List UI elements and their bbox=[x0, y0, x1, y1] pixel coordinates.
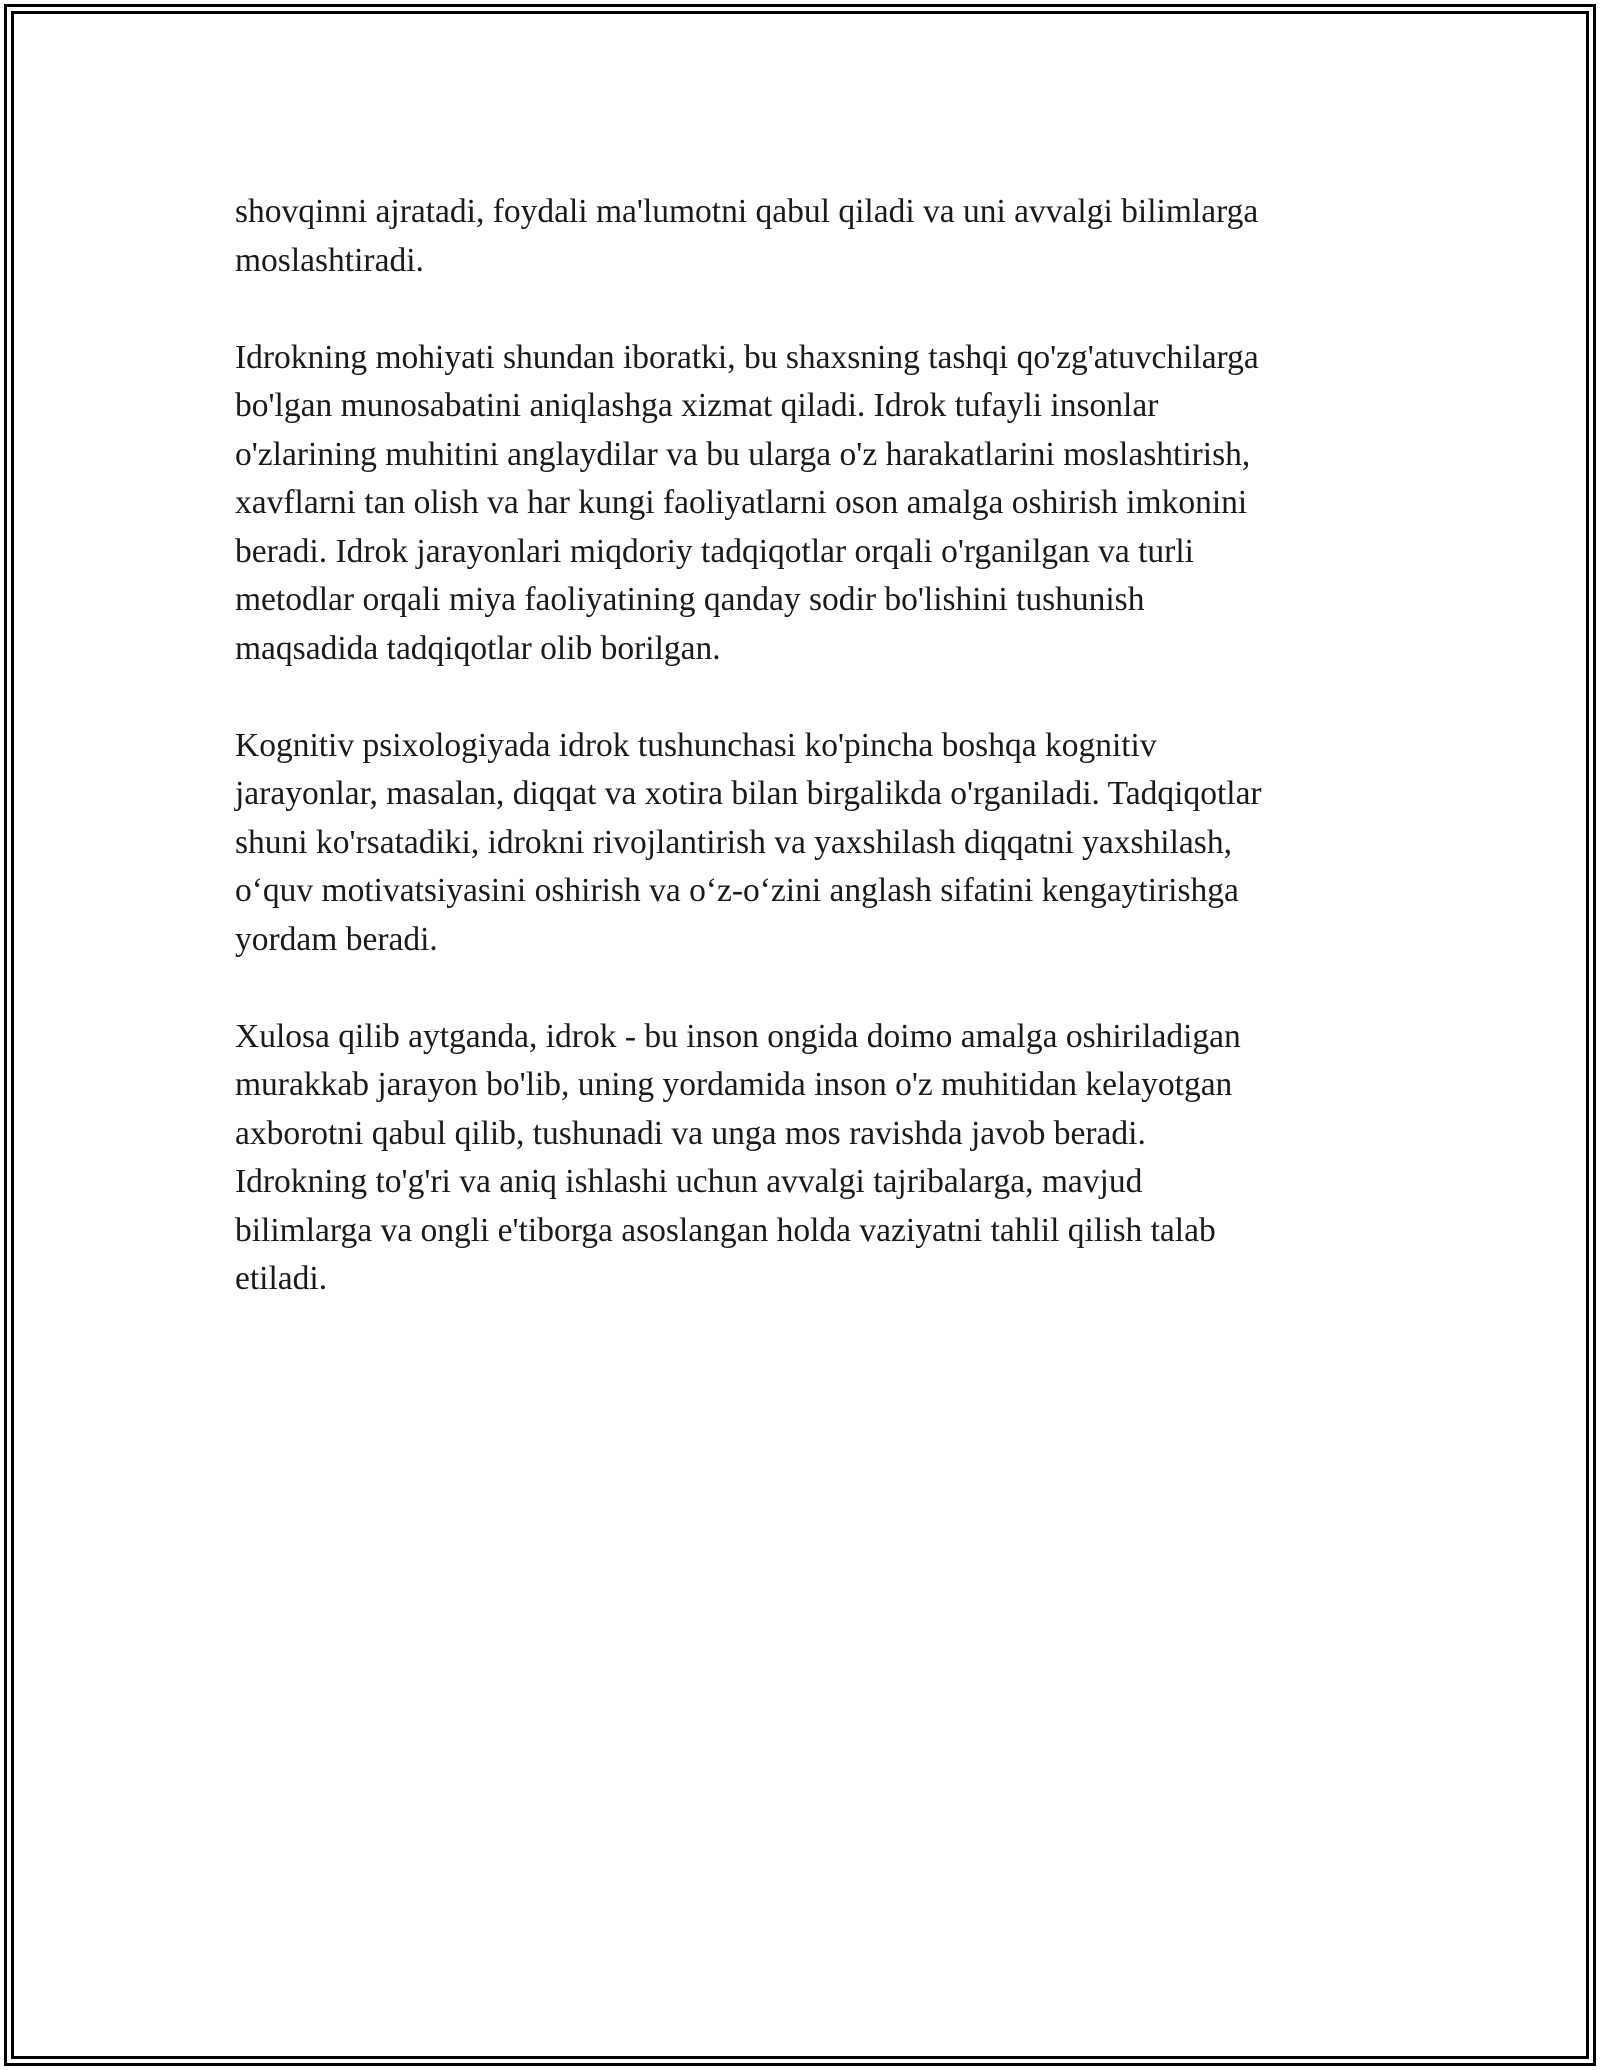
paragraph-4: Xulosa qilib aytganda, idrok - bu inson ongida doimo amalga oshiriladigan murakkab jarayon bo'lib, uning yordamida inson o'z muhitidan kelayotgan axborotni qabul qilib, tushunadi va unga mos ravishda javob beradi. Idrokning to'g'ri va aniq ishlashi uchun avvalgi tajribalarga, mavjud bilimlarga va ongli e'tiborga asoslangan holda vaziyatni tahlil qilish talab etiladi. bbox=[235, 1017, 1241, 1297]
document-body bbox=[235, 188, 1395, 1352]
paragraph-3: Kognitiv psixologiyada idrok tushunchasi ko'pincha boshqa kognitiv jarayonlar, masalan, diqqat va xotira bilan birgalikda o'rganiladi. Tadqiqotlar shuni ko'rsatadiki, idrokni rivojlantirish va yaxshilash diqqatni yaxshilash, o‘quv motivatsiyasini oshirish va o‘z-o‘zini anglash sifatini kengaytirishga yordam beradi. bbox=[235, 726, 1262, 958]
paragraph-2: Idrokning mohiyati shundan iboratki, bu shaxsning tashqi qo'zg'atuvchilarga bo'lgan munosabatini aniqlashga xizmat qiladi. Idrok tufayli insonlar o'zlarining muhitini anglaydilar va bu ularga o'z harakatlarini moslashtirish, xavflarni tan olish va har kungi faoliyatlarni oson amalga oshirish imkonini beradi. Idrok jarayonlari miqdoriy tadqiqotlar orqali o'rganilgan va turli metodlar orqali miya faoliyatining qanday sodir bo'lishini tushunish maqsadida tadqiqotlar olib borilgan. bbox=[235, 338, 1259, 667]
paragraph-1: shovqinni ajratadi, foydali ma'lumotni qabul qiladi va uni avvalgi bilimlarga moslashtiradi. bbox=[235, 193, 1259, 279]
